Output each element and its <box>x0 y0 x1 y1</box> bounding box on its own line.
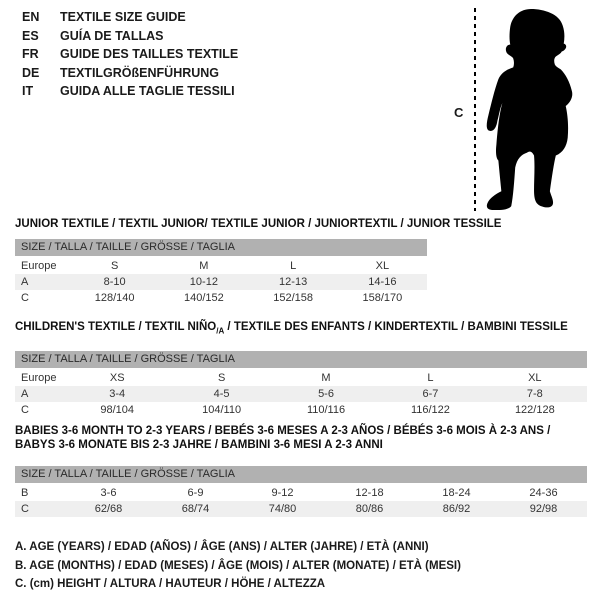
height-cell: 92/98 <box>529 503 558 515</box>
row-label: A <box>21 388 29 401</box>
height-label-c: C <box>454 105 464 120</box>
table-row-age-years <box>15 386 587 402</box>
height-cell: 128/140 <box>94 292 135 304</box>
age-cell: 12-18 <box>355 487 384 499</box>
row-label: C <box>21 503 29 515</box>
age-cell: 14-16 <box>368 276 397 288</box>
age-cell: 6-9 <box>187 487 204 499</box>
row-label: C <box>21 404 29 417</box>
height-cell: 110/116 <box>306 404 346 417</box>
height-cell: 98/104 <box>100 404 135 417</box>
abc-legend <box>15 538 461 594</box>
children-textile-section <box>15 320 587 418</box>
junior-table-title: JUNIOR TEXTILE / TEXTIL JUNIOR/ TEXTILE JUNIOR / JUNIORTEXTIL / JUNIOR TESSILE <box>15 218 502 230</box>
title-text: / TEXTILE DES ENFANTS / KINDERTEXTIL / BAMBINI TESSILE <box>224 321 568 333</box>
age-cell: 6-7 <box>422 388 439 401</box>
language-title-list <box>22 8 238 101</box>
row-label: C <box>21 292 29 304</box>
size-cell: S <box>110 260 119 272</box>
size-cell: XL <box>528 372 542 385</box>
table-row-age-years <box>15 274 427 290</box>
babies-textile-section <box>15 424 587 517</box>
legend-line-c: C. (cm) HEIGHT / ALTURA / HAUTEUR / HÖHE / ALTEZZA <box>15 578 326 590</box>
language-code: DE <box>22 65 40 80</box>
table-row-height-cm <box>15 402 587 418</box>
height-cell: 86/92 <box>442 503 471 515</box>
legend-line-b: B. AGE (MONTHS) / EDAD (MESES) / ÂGE (MOIS) / ALTER (MONATE) / ETÀ (MESI) <box>15 559 461 572</box>
age-cell: 10-12 <box>189 276 218 288</box>
size-cell: XL <box>375 260 390 272</box>
height-cell: 104/110 <box>202 404 242 417</box>
age-cell: 12-13 <box>279 276 308 288</box>
children-table-title <box>15 320 587 338</box>
size-cell: L <box>427 372 434 385</box>
height-cell: 158/170 <box>362 292 403 304</box>
language-row <box>22 82 238 101</box>
age-cell: 7-8 <box>526 388 543 401</box>
size-cell: M <box>321 372 331 385</box>
age-cell: 24-36 <box>529 487 558 499</box>
size-header-bar: SIZE / TALLA / TAILLE / GRÖSSE / TAGLIA <box>15 239 427 256</box>
language-code: IT <box>22 84 34 98</box>
table-row-height-cm <box>15 290 427 306</box>
size-header-bar: SIZE / TALLA / TAILLE / GRÖSSE / TAGLIA <box>15 466 587 483</box>
age-cell: 3-4 <box>109 388 126 401</box>
age-cell: 8-10 <box>103 276 126 288</box>
toddler-silhouette <box>482 6 592 214</box>
title-subscript: /A <box>216 326 225 336</box>
size-cell: L <box>290 260 297 272</box>
language-row <box>22 27 238 46</box>
language-title: TEXTILGRÖßENFÜHRUNG <box>60 65 220 80</box>
language-title: GUIDA ALLE TAGLIE TESSILI <box>60 84 235 98</box>
age-cell: 9-12 <box>271 487 294 499</box>
language-code: FR <box>22 47 39 61</box>
height-cell: 68/74 <box>181 503 210 515</box>
age-cell: 4-5 <box>213 388 230 401</box>
size-cell: XS <box>109 372 125 385</box>
height-cell: 140/152 <box>183 292 224 304</box>
language-code: ES <box>22 28 39 43</box>
row-label: Europe <box>21 260 57 272</box>
language-row <box>22 64 238 83</box>
babies-table-title-line2: BABYS 3-6 MONATE BIS 2-3 JAHRE / BAMBINI 3-6 MESI A 2-3 ANNI <box>15 439 383 451</box>
size-cell: S <box>217 372 226 385</box>
height-cell: 80/86 <box>355 503 384 515</box>
language-title: GUIDE DES TAILLES TEXTILE <box>60 47 239 61</box>
junior-textile-section <box>15 217 502 306</box>
row-label: B <box>21 487 29 499</box>
size-cell: M <box>199 260 209 272</box>
junior-size-table <box>15 239 427 306</box>
size-header-bar: SIZE / TALLA / TAILLE / GRÖSSE / TAGLIA <box>15 351 587 368</box>
table-row-age-months <box>15 485 587 501</box>
babies-size-table <box>15 466 587 517</box>
babies-table-title-line1: BABIES 3-6 MONTH TO 2-3 YEARS / BEBÉS 3-6 MESES A 2-3 AÑOS / BÉBÉS 3-6 MOIS À 2-3 ANS / <box>15 425 551 437</box>
row-label: A <box>21 276 29 288</box>
table-row-height-cm <box>15 501 587 517</box>
height-cell: 116/122 <box>410 404 450 417</box>
table-row-europe <box>15 258 427 274</box>
height-cell: 62/68 <box>94 503 123 515</box>
row-label: Europe <box>21 372 57 385</box>
age-cell: 5-6 <box>318 388 334 401</box>
height-cell: 122/128 <box>514 404 555 417</box>
language-code: EN <box>22 10 40 24</box>
height-measure-dashed-line <box>474 8 476 211</box>
height-cell: 152/158 <box>273 292 313 304</box>
language-title: GUÍA DE TALLAS <box>60 28 164 43</box>
age-cell: 3-6 <box>100 487 117 499</box>
language-row <box>22 45 238 64</box>
table-row-europe <box>15 370 587 386</box>
language-title: TEXTILE SIZE GUIDE <box>60 10 186 24</box>
title-text: CHILDREN'S TEXTILE / TEXTIL NIÑO <box>15 321 217 333</box>
height-cell: 74/80 <box>268 503 297 515</box>
legend-line-a: A. AGE (YEARS) / EDAD (AÑOS) / ÂGE (ANS) / ALTER (JAHRE) / ETÀ (ANNI) <box>15 541 429 553</box>
language-row <box>22 8 238 27</box>
children-size-table <box>15 351 587 418</box>
age-cell: 18-24 <box>442 487 471 499</box>
